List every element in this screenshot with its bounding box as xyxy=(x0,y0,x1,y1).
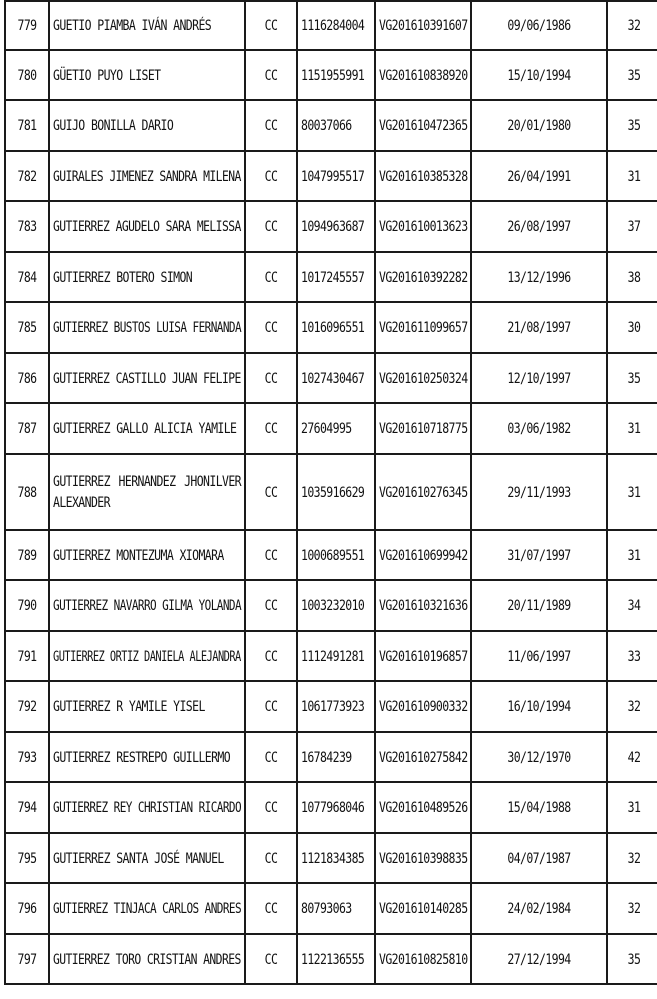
id-text: 1003232010 xyxy=(301,596,365,614)
document-type-cell xyxy=(246,834,298,885)
date-cell xyxy=(472,783,608,834)
row-number-cell xyxy=(4,884,50,935)
full-name-cell xyxy=(50,455,246,531)
name-text: GÜETIO PUYO LISET xyxy=(53,66,161,84)
registration-code-cell xyxy=(376,202,472,253)
name-text: GUTIERREZ BOTERO SIMON xyxy=(53,268,193,286)
document-number-cell xyxy=(298,404,376,455)
full-name-cell xyxy=(50,632,246,683)
age-cell xyxy=(608,404,657,455)
table-row xyxy=(4,733,657,784)
doc-text: CC xyxy=(264,899,278,917)
date-cell xyxy=(472,632,608,683)
doc-text: CC xyxy=(264,16,278,34)
num-text: 794 xyxy=(17,798,37,816)
date-cell xyxy=(472,834,608,885)
registration-code-cell xyxy=(376,632,472,683)
age-cell xyxy=(608,253,657,304)
table-row xyxy=(4,152,657,203)
age-cell xyxy=(608,531,657,582)
num-text: 791 xyxy=(17,647,37,665)
row-number-cell xyxy=(4,783,50,834)
name-text: GUTIERREZ HERNANDEZ JHONILVER ALEXANDER xyxy=(53,471,241,511)
age-cell xyxy=(608,783,657,834)
document-type-cell xyxy=(246,202,298,253)
registration-code-cell xyxy=(376,253,472,304)
num-text: 792 xyxy=(17,697,37,715)
code-text: VG201610900332 xyxy=(379,697,468,715)
age-cell xyxy=(608,682,657,733)
id-text: 1017245557 xyxy=(301,268,365,286)
date-cell xyxy=(472,733,608,784)
date-text: 27/12/1994 xyxy=(507,950,571,968)
date-text: 11/06/1997 xyxy=(507,647,571,665)
name-text: GUTIERREZ REY CHRISTIAN RICARDO xyxy=(53,798,242,816)
id-text: 1077968046 xyxy=(301,798,365,816)
row-number-cell xyxy=(4,531,50,582)
age-text: 34 xyxy=(627,596,641,614)
name-text: GUTIERREZ RESTREPO GUILLERMO xyxy=(53,748,231,766)
row-number-cell xyxy=(4,303,50,354)
doc-text: CC xyxy=(264,950,278,968)
code-text: VG201610250324 xyxy=(379,369,468,387)
row-number-cell xyxy=(4,152,50,203)
id-text: 80793063 xyxy=(301,899,352,917)
code-text: VG201610385328 xyxy=(379,167,468,185)
full-name-cell xyxy=(50,733,246,784)
doc-text: CC xyxy=(264,748,278,766)
doc-text: CC xyxy=(264,546,278,564)
registration-code-cell xyxy=(376,884,472,935)
date-cell xyxy=(472,404,608,455)
code-text: VG201610013623 xyxy=(379,217,468,235)
doc-text: CC xyxy=(264,697,278,715)
date-text: 30/12/1970 xyxy=(507,748,571,766)
name-text: GUTIERREZ CASTILLO JUAN FELIPE xyxy=(53,369,241,387)
name-text: GUTIERREZ AGUDELO SARA MELISSA xyxy=(53,217,241,235)
date-text: 16/10/1994 xyxy=(507,697,571,715)
num-text: 784 xyxy=(17,268,37,286)
document-type-cell xyxy=(246,404,298,455)
document-page xyxy=(4,0,652,985)
document-type-cell xyxy=(246,303,298,354)
id-text: 1047995517 xyxy=(301,167,365,185)
date-text: 31/07/1997 xyxy=(507,546,571,564)
document-type-cell xyxy=(246,0,298,51)
registration-code-cell xyxy=(376,51,472,102)
num-text: 795 xyxy=(17,849,37,867)
table-row xyxy=(4,632,657,683)
table-row xyxy=(4,884,657,935)
date-text: 29/11/1993 xyxy=(507,482,571,501)
doc-text: CC xyxy=(264,318,278,336)
registration-code-cell xyxy=(376,733,472,784)
table-row xyxy=(4,455,657,531)
registration-code-cell xyxy=(376,404,472,455)
registration-code-cell xyxy=(376,783,472,834)
doc-text: CC xyxy=(264,369,278,387)
name-text: GUTIERREZ TORO CRISTIAN ANDRES xyxy=(53,950,241,968)
document-type-cell xyxy=(246,935,298,986)
registration-code-cell xyxy=(376,935,472,986)
table-row xyxy=(4,531,657,582)
code-text: VG201610391607 xyxy=(379,16,468,34)
document-number-cell xyxy=(298,682,376,733)
id-text: 16784239 xyxy=(301,748,352,766)
doc-text: CC xyxy=(264,167,278,185)
row-number-cell xyxy=(4,733,50,784)
full-name-cell xyxy=(50,152,246,203)
row-number-cell xyxy=(4,682,50,733)
age-text: 31 xyxy=(627,419,641,437)
registration-code-cell xyxy=(376,682,472,733)
age-cell xyxy=(608,455,657,531)
num-text: 788 xyxy=(17,482,37,501)
document-type-cell xyxy=(246,632,298,683)
document-number-cell xyxy=(298,101,376,152)
document-number-cell xyxy=(298,0,376,51)
date-cell xyxy=(472,581,608,632)
full-name-cell xyxy=(50,354,246,405)
date-cell xyxy=(472,303,608,354)
table-row xyxy=(4,51,657,102)
date-cell xyxy=(472,455,608,531)
table-row xyxy=(4,935,657,986)
full-name-cell xyxy=(50,783,246,834)
row-number-cell xyxy=(4,354,50,405)
doc-text: CC xyxy=(264,116,278,134)
id-text: 1061773923 xyxy=(301,697,365,715)
code-text: VG201610196857 xyxy=(379,647,468,665)
code-text: VG201610276345 xyxy=(379,482,468,501)
age-text: 42 xyxy=(627,748,641,766)
age-cell xyxy=(608,202,657,253)
name-text: GUETIO PIAMBA IVÁN ANDRÉS xyxy=(53,16,212,34)
document-number-cell xyxy=(298,884,376,935)
date-cell xyxy=(472,531,608,582)
name-text: GUTIERREZ SANTA JOSÉ MANUEL xyxy=(53,849,224,867)
date-cell xyxy=(472,935,608,986)
registration-code-cell xyxy=(376,531,472,582)
row-number-cell xyxy=(4,455,50,531)
age-text: 32 xyxy=(627,16,641,34)
doc-text: CC xyxy=(264,217,278,235)
table-row xyxy=(4,354,657,405)
age-cell xyxy=(608,0,657,51)
age-text: 35 xyxy=(627,369,641,387)
name-text: GUTIERREZ GALLO ALICIA YAMILE xyxy=(53,419,237,437)
date-cell xyxy=(472,152,608,203)
document-number-cell xyxy=(298,253,376,304)
registry-table xyxy=(4,0,657,985)
id-text: 1112491281 xyxy=(301,647,365,665)
document-type-cell xyxy=(246,682,298,733)
code-text: VG201610140285 xyxy=(379,899,468,917)
date-text: 04/07/1987 xyxy=(507,849,571,867)
id-text: 1121834385 xyxy=(301,849,365,867)
document-type-cell xyxy=(246,253,298,304)
full-name-cell xyxy=(50,682,246,733)
document-number-cell xyxy=(298,303,376,354)
row-number-cell xyxy=(4,0,50,51)
id-text: 1151955991 xyxy=(301,66,365,84)
table-row xyxy=(4,101,657,152)
row-number-cell xyxy=(4,632,50,683)
full-name-cell xyxy=(50,202,246,253)
date-cell xyxy=(472,101,608,152)
age-cell xyxy=(608,581,657,632)
date-text: 26/08/1997 xyxy=(507,217,571,235)
table-row xyxy=(4,202,657,253)
date-cell xyxy=(472,354,608,405)
table-row xyxy=(4,783,657,834)
date-text: 13/12/1996 xyxy=(507,268,571,286)
document-number-cell xyxy=(298,202,376,253)
document-number-cell xyxy=(298,152,376,203)
date-cell xyxy=(472,202,608,253)
code-text: VG201610825810 xyxy=(379,950,468,968)
name-text: GUTIERREZ ORTIZ DANIELA ALEJANDRA xyxy=(53,647,241,665)
document-type-cell xyxy=(246,783,298,834)
date-text: 21/08/1997 xyxy=(507,318,571,336)
full-name-cell xyxy=(50,253,246,304)
document-number-cell xyxy=(298,783,376,834)
age-cell xyxy=(608,51,657,102)
age-cell xyxy=(608,834,657,885)
num-text: 789 xyxy=(17,546,37,564)
document-number-cell xyxy=(298,51,376,102)
num-text: 790 xyxy=(17,596,37,614)
row-number-cell xyxy=(4,581,50,632)
table-row xyxy=(4,0,657,51)
row-number-cell xyxy=(4,404,50,455)
document-number-cell xyxy=(298,935,376,986)
age-cell xyxy=(608,303,657,354)
age-text: 30 xyxy=(627,318,641,336)
id-text: 80037066 xyxy=(301,116,352,134)
num-text: 793 xyxy=(17,748,37,766)
document-number-cell xyxy=(298,733,376,784)
date-text: 24/02/1984 xyxy=(507,899,571,917)
table-row xyxy=(4,834,657,885)
age-text: 32 xyxy=(627,697,641,715)
id-text: 1116284004 xyxy=(301,16,365,34)
id-text: 27604995 xyxy=(301,419,352,437)
num-text: 786 xyxy=(17,369,37,387)
row-number-cell xyxy=(4,834,50,885)
age-cell xyxy=(608,101,657,152)
document-type-cell xyxy=(246,733,298,784)
age-cell xyxy=(608,354,657,405)
doc-text: CC xyxy=(264,268,278,286)
date-cell xyxy=(472,0,608,51)
code-text: VG201610321636 xyxy=(379,596,468,614)
document-type-cell xyxy=(246,581,298,632)
date-text: 20/11/1989 xyxy=(507,596,571,614)
registration-code-cell xyxy=(376,581,472,632)
full-name-cell xyxy=(50,101,246,152)
registration-code-cell xyxy=(376,303,472,354)
age-cell xyxy=(608,152,657,203)
age-text: 35 xyxy=(627,66,641,84)
age-cell xyxy=(608,632,657,683)
age-text: 37 xyxy=(627,217,641,235)
id-text: 1122136555 xyxy=(301,950,365,968)
date-text: 03/06/1982 xyxy=(507,419,571,437)
registration-code-cell xyxy=(376,0,472,51)
registration-code-cell xyxy=(376,152,472,203)
document-number-cell xyxy=(298,354,376,405)
age-text: 32 xyxy=(627,899,641,917)
num-text: 781 xyxy=(17,116,37,134)
full-name-cell xyxy=(50,531,246,582)
full-name-cell xyxy=(50,51,246,102)
doc-text: CC xyxy=(264,798,278,816)
age-text: 31 xyxy=(627,482,641,501)
document-number-cell xyxy=(298,834,376,885)
id-text: 1016096551 xyxy=(301,318,365,336)
full-name-cell xyxy=(50,581,246,632)
num-text: 787 xyxy=(17,419,37,437)
date-text: 20/01/1980 xyxy=(507,116,571,134)
document-type-cell xyxy=(246,51,298,102)
registration-code-cell xyxy=(376,101,472,152)
registration-code-cell xyxy=(376,455,472,531)
age-cell xyxy=(608,884,657,935)
full-name-cell xyxy=(50,935,246,986)
age-cell xyxy=(608,733,657,784)
date-text: 09/06/1986 xyxy=(507,16,571,34)
row-number-cell xyxy=(4,253,50,304)
date-text: 15/04/1988 xyxy=(507,798,571,816)
date-cell xyxy=(472,253,608,304)
age-text: 35 xyxy=(627,950,641,968)
full-name-cell xyxy=(50,303,246,354)
code-text: VG201610489526 xyxy=(379,798,468,816)
full-name-cell xyxy=(50,884,246,935)
name-text: GUTIERREZ NAVARRO GILMA YOLANDA xyxy=(53,596,242,614)
document-type-cell xyxy=(246,455,298,531)
registry-table-body xyxy=(4,0,657,985)
name-text: GUTIERREZ BUSTOS LUISA FERNANDA xyxy=(53,318,242,336)
full-name-cell xyxy=(50,834,246,885)
document-number-cell xyxy=(298,581,376,632)
id-text: 1035916629 xyxy=(301,482,365,501)
date-cell xyxy=(472,51,608,102)
date-text: 12/10/1997 xyxy=(507,369,571,387)
table-row xyxy=(4,581,657,632)
document-number-cell xyxy=(298,531,376,582)
document-type-cell xyxy=(246,101,298,152)
num-text: 780 xyxy=(17,66,37,84)
name-text: GUTIERREZ R YAMILE YISEL xyxy=(53,697,205,715)
id-text: 1000689551 xyxy=(301,546,365,564)
num-text: 779 xyxy=(17,16,37,34)
age-text: 33 xyxy=(627,647,641,665)
num-text: 796 xyxy=(17,899,37,917)
table-row xyxy=(4,682,657,733)
age-text: 31 xyxy=(627,798,641,816)
document-number-cell xyxy=(298,632,376,683)
date-cell xyxy=(472,682,608,733)
row-number-cell xyxy=(4,101,50,152)
registration-code-cell xyxy=(376,354,472,405)
date-cell xyxy=(472,884,608,935)
name-text: GUTIERREZ TINJACA CARLOS ANDRES xyxy=(53,899,242,917)
document-type-cell xyxy=(246,354,298,405)
doc-text: CC xyxy=(264,596,278,614)
id-text: 1094963687 xyxy=(301,217,365,235)
doc-text: CC xyxy=(264,849,278,867)
row-number-cell xyxy=(4,935,50,986)
age-text: 32 xyxy=(627,849,641,867)
name-text: GUTIERREZ MONTEZUMA XIOMARA xyxy=(53,546,224,564)
doc-text: CC xyxy=(264,647,278,665)
code-text: VG201610398835 xyxy=(379,849,468,867)
num-text: 797 xyxy=(17,950,37,968)
full-name-cell xyxy=(50,0,246,51)
document-type-cell xyxy=(246,884,298,935)
document-number-cell xyxy=(298,455,376,531)
code-text: VG201610472365 xyxy=(379,116,468,134)
id-text: 1027430467 xyxy=(301,369,365,387)
document-type-cell xyxy=(246,531,298,582)
age-text: 31 xyxy=(627,546,641,564)
age-text: 35 xyxy=(627,116,641,134)
row-number-cell xyxy=(4,202,50,253)
registration-code-cell xyxy=(376,834,472,885)
name-text: GUIRALES JIMENEZ SANDRA MILENA xyxy=(53,167,241,185)
doc-text: CC xyxy=(264,66,278,84)
num-text: 782 xyxy=(17,167,37,185)
table-row xyxy=(4,253,657,304)
num-text: 785 xyxy=(17,318,37,336)
date-text: 15/10/1994 xyxy=(507,66,571,84)
table-row xyxy=(4,303,657,354)
full-name-cell xyxy=(50,404,246,455)
code-text: VG201610392282 xyxy=(379,268,468,286)
doc-text: CC xyxy=(264,419,278,437)
code-text: VG201610718775 xyxy=(379,419,468,437)
document-type-cell xyxy=(246,152,298,203)
row-number-cell xyxy=(4,51,50,102)
code-text: VG201610838920 xyxy=(379,66,468,84)
code-text: VG201611099657 xyxy=(379,318,468,336)
name-text: GUIJO BONILLA DARIO xyxy=(53,116,174,134)
date-text: 26/04/1991 xyxy=(507,167,571,185)
age-text: 38 xyxy=(627,268,641,286)
doc-text: CC xyxy=(264,482,278,501)
age-text: 31 xyxy=(627,167,641,185)
table-row xyxy=(4,404,657,455)
code-text: VG201610275842 xyxy=(379,748,468,766)
code-text: VG201610699942 xyxy=(379,546,468,564)
age-cell xyxy=(608,935,657,986)
num-text: 783 xyxy=(17,217,37,235)
